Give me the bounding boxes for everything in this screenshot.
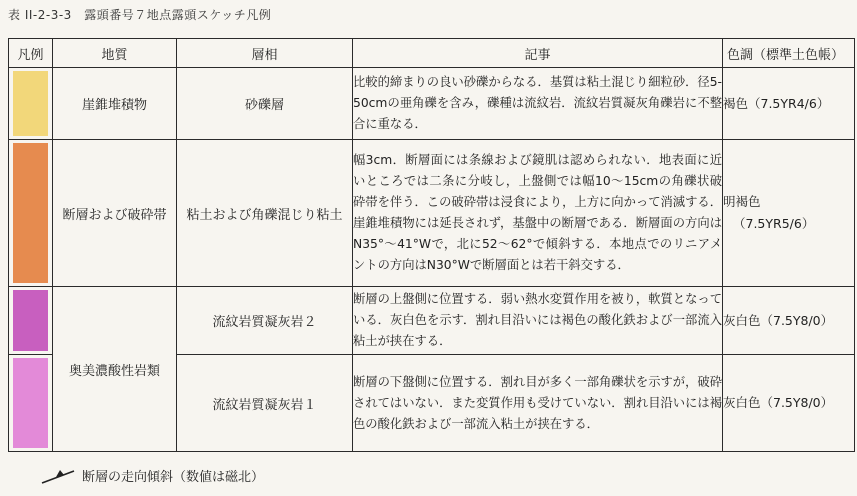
legend-swatch-tuff-1: [13, 358, 48, 448]
color-tone-line1: 灰白色（7.5Y8/0）: [723, 312, 834, 328]
header-description: 記事: [353, 39, 723, 68]
description-cell: 断層の上盤側に位置する．弱い熱水変質作用を被り，軟質となっている．灰白色を示す．割れ目沿いには褐色の酸化鉄および一部流入粘土が挟在する．: [353, 287, 723, 355]
legend-swatch-cell: [9, 355, 53, 452]
legend-table: [8, 38, 855, 452]
facies-cell: 粘土および角礫混じり粘土: [177, 140, 353, 287]
facies-cell: 流紋岩質凝灰岩１: [177, 355, 353, 452]
legend-swatch-fault: [13, 143, 48, 283]
header-facies: 層相: [177, 39, 353, 68]
color-tone-line1: 灰白色（7.5Y8/0）: [723, 395, 834, 411]
table-row: [9, 140, 855, 287]
table-caption: 表 II-2-3-3 露頭番号７地点露頭スケッチ凡例: [8, 8, 272, 22]
geology-cell: 崖錐堆積物: [53, 68, 177, 140]
geology-cell: 断層および破砕帯: [53, 140, 177, 287]
color-tone-cell: [723, 68, 855, 140]
footer-label: 断層の走向傾斜（数値は磁北）: [82, 470, 265, 485]
facies-cell: 砂礫層: [177, 68, 353, 140]
description-cell: 断層の下盤側に位置する．割れ目が多く一部角礫状を示すが，破砕されてはいない．また変質作用も受けていない．割れ目沿いには褐色の酸化鉄および一部流入粘土が挟在する．: [353, 355, 723, 452]
legend-swatch-cell: [9, 68, 53, 140]
legend-swatch-talus: [13, 71, 48, 136]
description-cell: 幅3cm．断層面には条線および鏡肌は認められない．地表面に近いところでは二条に分岐し，上盤側では幅10～15cmの角礫状破砕帯を伴う．この破砕帯は浸食により，上方に向かって消滅する．崖錐堆積物には延長されず，基盤中の断層である．断層面の方向はN35°～41°Wで，北に52～62°で傾斜する．本地点でのリニアメントの方向はN30°Wで断層面とは若干斜交する．: [353, 140, 723, 287]
footer-legend: [40, 466, 264, 485]
facies-cell: 流紋岩質凝灰岩２: [177, 287, 353, 355]
header-color-tone: 色調（標準土色帳）: [723, 39, 855, 68]
legend-swatch-cell: [9, 287, 53, 355]
legend-swatch-tuff-2: [13, 290, 48, 351]
color-tone-cell: [723, 287, 855, 355]
table-row: [9, 68, 855, 140]
color-tone-cell: [723, 140, 855, 287]
geology-cell: 奥美濃酸性岩類: [53, 287, 177, 452]
table-row: [9, 287, 855, 355]
header-row: [9, 39, 855, 68]
description-cell: 比較的締まりの良い砂礫からなる．基質は粘土混じり細粒砂．径5-50cmの亜角礫を含み，礫種は流紋岩．流紋岩質凝灰角礫岩に不整合に重なる．: [353, 68, 723, 140]
header-legend: 凡例: [9, 39, 53, 68]
legend-swatch-cell: [9, 140, 53, 287]
color-tone-cell: [723, 355, 855, 452]
color-tone-line1: 明褐色: [723, 194, 761, 210]
color-tone-line1: 褐色（7.5YR4/6）: [723, 95, 830, 111]
header-geology: 地質: [53, 39, 177, 68]
color-tone-line2: （7.5YR5/6）: [733, 216, 815, 232]
fault-strike-dip-icon: [40, 467, 76, 485]
